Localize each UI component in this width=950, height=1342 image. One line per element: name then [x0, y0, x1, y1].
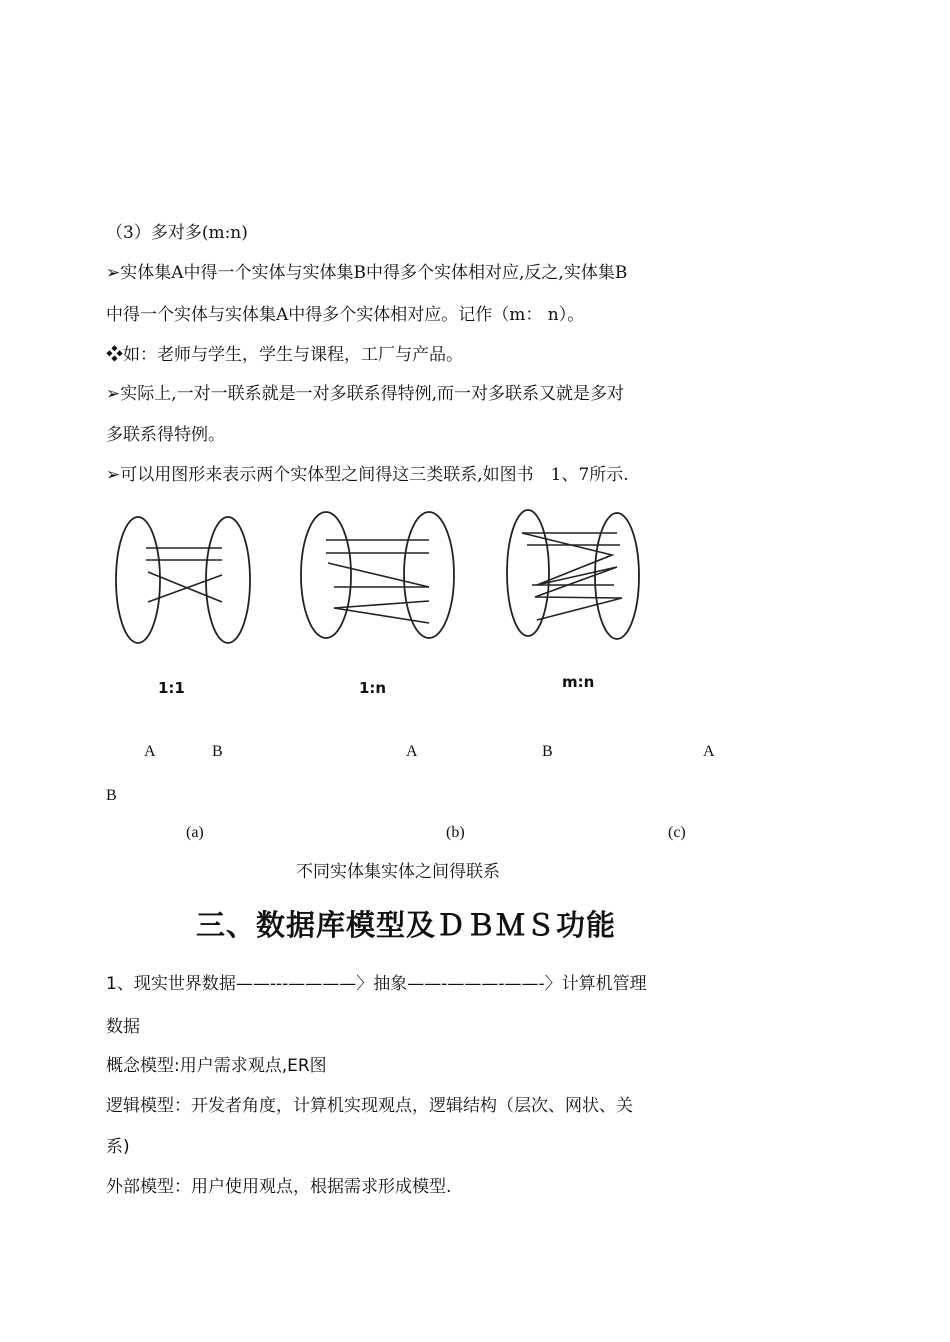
entity-label-b: B [212, 743, 223, 760]
section-heading: （3）多对多(m:n) [106, 223, 248, 243]
example-line: ❖如：老师与学生，学生与课程，工厂与产品。 [106, 345, 463, 365]
body-line-4: 逻辑模型：开发者角度，计算机实现观点，逻辑结构（层次、网状、关 [106, 1096, 633, 1116]
ratio-label-one-to-one: 1:1 [158, 679, 185, 697]
ratio-label-many-to-many: m:n [562, 673, 595, 691]
body-line-5: 系) [106, 1137, 130, 1157]
entity-set-a-ellipse [507, 510, 549, 636]
diagram-one-to-many [296, 505, 466, 655]
paragraph-3: ➢可以用图形来表示两个实体型之间得这三类联系,如图书 1、7所示. [106, 465, 629, 485]
paragraph-1-line-2: 中得一个实体与实体集A中得多个实体相对应。记作（m： n）。 [106, 305, 585, 325]
entity-label-b: B [542, 743, 553, 760]
paragraph-1-line-1: ➢实体集A中得一个实体与实体集B中得多个实体相对应,反之,实体集B [106, 263, 628, 283]
diagram-one-to-one [110, 505, 260, 655]
entity-set-a-ellipse [301, 512, 351, 638]
entity-label-b: B [106, 787, 117, 804]
entity-set-b-ellipse [206, 517, 250, 643]
paragraph-2-line-1: ➢实际上,一对一联系就是一对多联系得特例,而一对多联系又就是多对 [106, 384, 625, 404]
entity-set-a-ellipse [116, 517, 160, 643]
ratio-label-one-to-many: 1:n [359, 679, 387, 697]
chapter-title: 三、数据库模型及ＤＢＭＳ功能 [196, 908, 617, 942]
entity-label-a: A [144, 743, 156, 760]
entity-set-b-ellipse [595, 513, 639, 639]
body-line-2: 数据 [106, 1017, 140, 1037]
body-line-6: 外部模型：用户使用观点，根据需求形成模型. [106, 1177, 452, 1197]
subfigure-label-b: (b) [446, 824, 465, 841]
figure-caption: 不同实体集实体之间得联系 [296, 862, 500, 882]
entity-label-a: A [406, 743, 418, 760]
entity-set-b-ellipse [404, 512, 454, 638]
body-line-3: 概念模型:用户需求观点,ER图 [106, 1056, 327, 1076]
body-line-1: 1、现实世界数据——---————〉抽象——-———-——-〉计算机管理 [106, 974, 647, 994]
subfigure-label-c: (c) [668, 824, 686, 841]
paragraph-2-line-2: 多联系得特例。 [106, 425, 225, 445]
diagram-many-to-many [502, 505, 652, 655]
subfigure-label-a: (a) [186, 824, 204, 841]
entity-label-a: A [703, 743, 715, 760]
